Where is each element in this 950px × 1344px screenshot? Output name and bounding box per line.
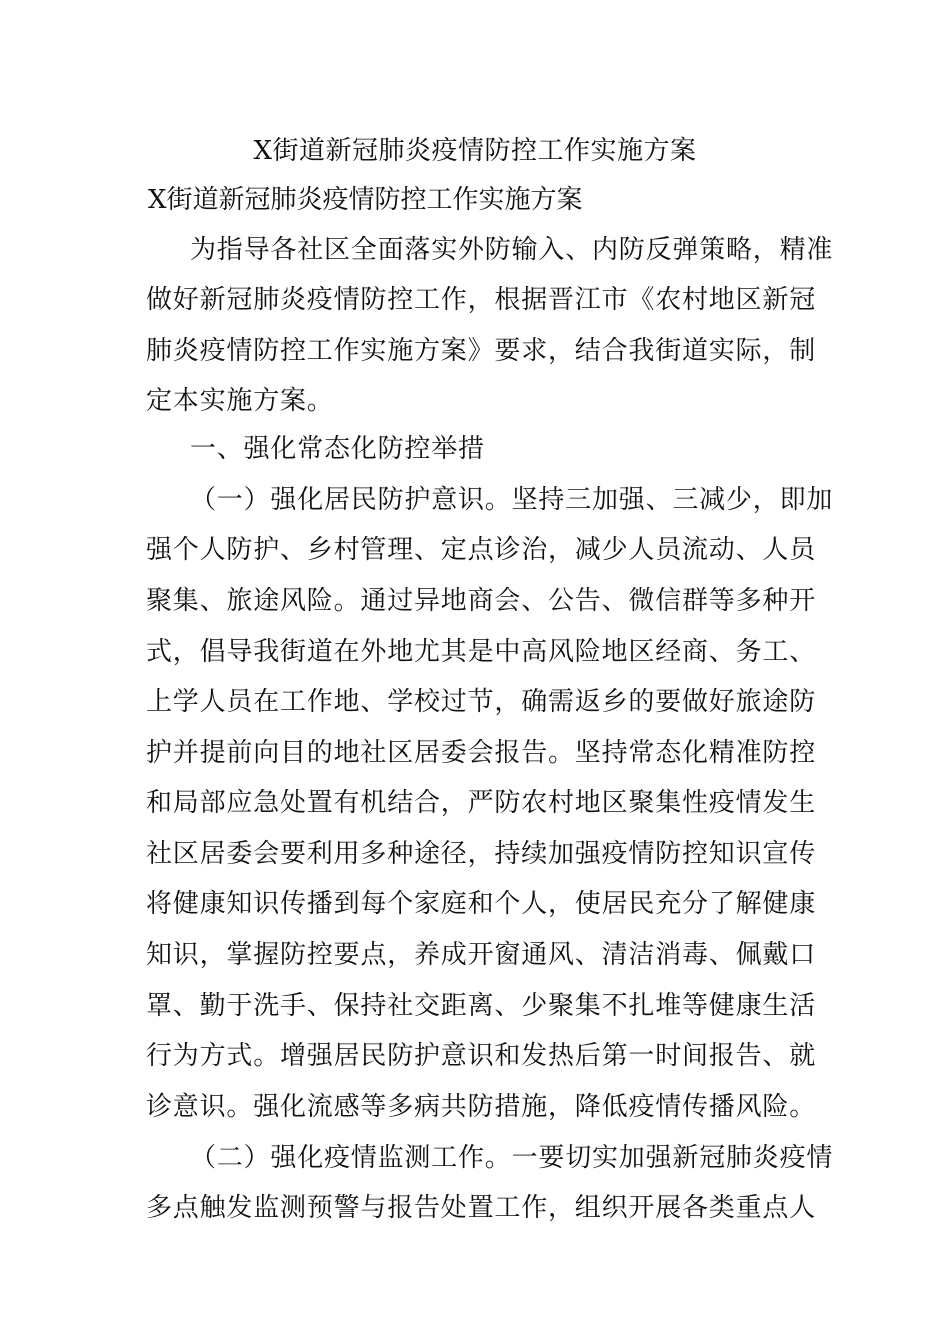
paragraph-line: （一）强化居民防护意识。坚持三加强、三减少，即加 xyxy=(190,485,834,515)
paragraph-line: 式，倡导我街道在外地尤其是中高风险地区经商、务工、 xyxy=(146,637,817,667)
paragraph-line: 护并提前向目的地社区居委会报告。坚持常态化精准防控 xyxy=(146,738,817,768)
paragraph-line: 强个人防护、乡村管理、定点诊治，减少人员流动、人员 xyxy=(146,535,817,565)
paragraph-line: 将健康知识传播到每个家庭和个人，使居民充分了解健康 xyxy=(146,889,817,919)
paragraph-line: 知识，掌握防控要点，养成开窗通风、清洁消毒、佩戴口 xyxy=(146,940,817,970)
paragraph-line: 聚集、旅途风险。通过异地商会、公告、微信群等多种开 xyxy=(146,586,817,616)
paragraph-line: 行为方式。增强居民防护意识和发热后第一时间报告、就 xyxy=(146,1041,817,1071)
document-title: X街道新冠肺炎疫情防控工作实施方案 xyxy=(253,136,697,166)
paragraph-line: 罩、勤于洗手、保持社交距离、少聚集不扎堆等健康生活 xyxy=(146,991,817,1021)
section-heading: 一、强化常态化防控举措 xyxy=(190,434,485,464)
paragraph-line: 定本实施方案。 xyxy=(146,386,334,416)
paragraph-line: 为指导各社区全面落实外防输入、内防反弹策略，精准 xyxy=(190,235,834,265)
document-subtitle: X街道新冠肺炎疫情防控工作实施方案 xyxy=(148,185,583,215)
paragraph-line: （二）强化疫情监测工作。一要切实加强新冠肺炎疫情 xyxy=(190,1143,834,1173)
paragraph-line: 做好新冠肺炎疫情防控工作，根据晋江市《农村地区新冠 xyxy=(146,285,817,315)
paragraph-line: 和局部应急处置有机结合，严防农村地区聚集性疫情发生 xyxy=(146,788,817,818)
paragraph-line: 上学人员在工作地、学校过节，确需返乡的要做好旅途防 xyxy=(146,687,817,717)
paragraph-line: 诊意识。强化流感等多病共防措施，降低疫情传播风险。 xyxy=(146,1092,817,1122)
paragraph-line: 多点触发监测预警与报告处置工作，组织开展各类重点人 xyxy=(146,1193,817,1223)
paragraph-line: 肺炎疫情防控工作实施方案》要求，结合我街道实际，制 xyxy=(146,336,817,366)
paragraph-line: 社区居委会要利用多种途径，持续加强疫情防控知识宣传 xyxy=(146,839,817,869)
